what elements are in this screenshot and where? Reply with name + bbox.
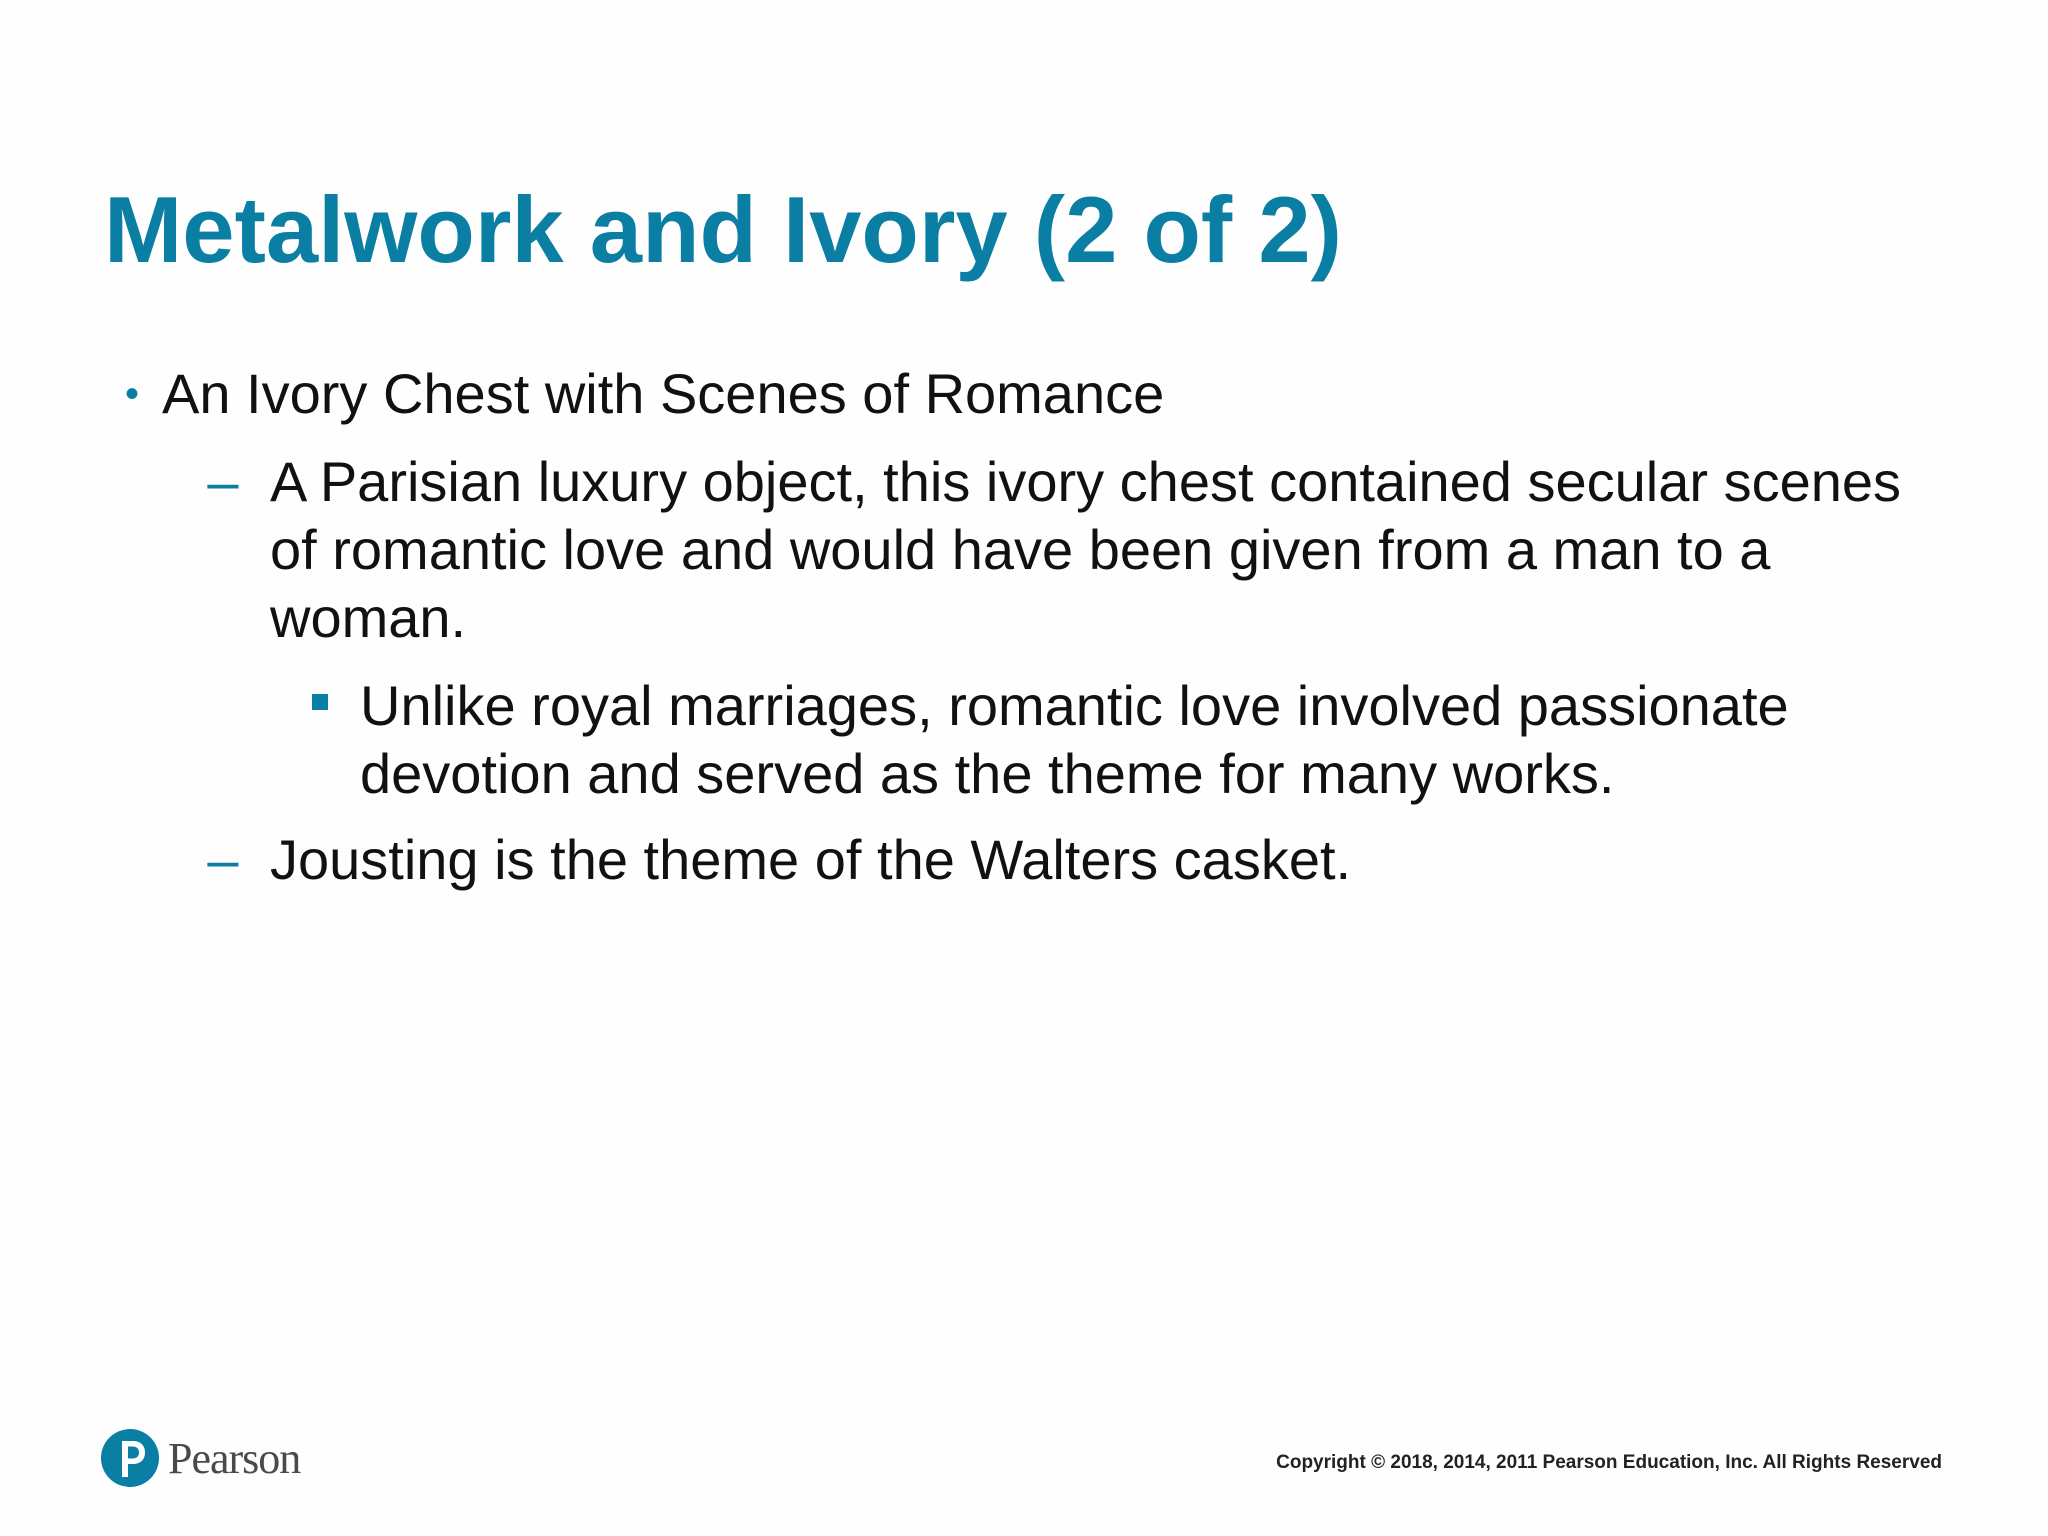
dash-bullet-icon: – — [207, 828, 239, 891]
pearson-p-icon — [100, 1428, 160, 1488]
bullet-dot-icon: • — [124, 372, 139, 416]
sub-sub-bullet-text: Unlike royal marriages, romantic love involved passionate devotion and served as the theme for many works. — [360, 674, 1789, 805]
sub-bullet-parisian-object — [200, 448, 1960, 652]
copyright-notice: Copyright © 2018, 2014, 2011 Pearson Education, Inc. All Rights Reserved — [1276, 1452, 1942, 1473]
bullet-text: An Ivory Chest with Scenes of Romance — [162, 362, 1165, 425]
dash-bullet-icon: – — [207, 450, 239, 513]
bullet-level-1 — [104, 360, 1164, 428]
sub-bullet-text: Jousting is the theme of the Walters casket. — [270, 828, 1352, 891]
slide-title: Metalwork and Ivory (2 of 2) — [104, 177, 1342, 282]
sub-bullet-jousting — [200, 826, 1960, 894]
square-bullet-icon — [308, 672, 332, 740]
sub-bullet-text: A Parisian luxury object, this ivory chest contained secular scenes of romantic love and would have been given from a man to a woman. — [270, 450, 1902, 649]
pearson-logo — [100, 1428, 300, 1488]
sub-sub-bullet-romantic-love — [308, 672, 1868, 808]
pearson-wordmark: Pearson — [168, 1433, 301, 1483]
